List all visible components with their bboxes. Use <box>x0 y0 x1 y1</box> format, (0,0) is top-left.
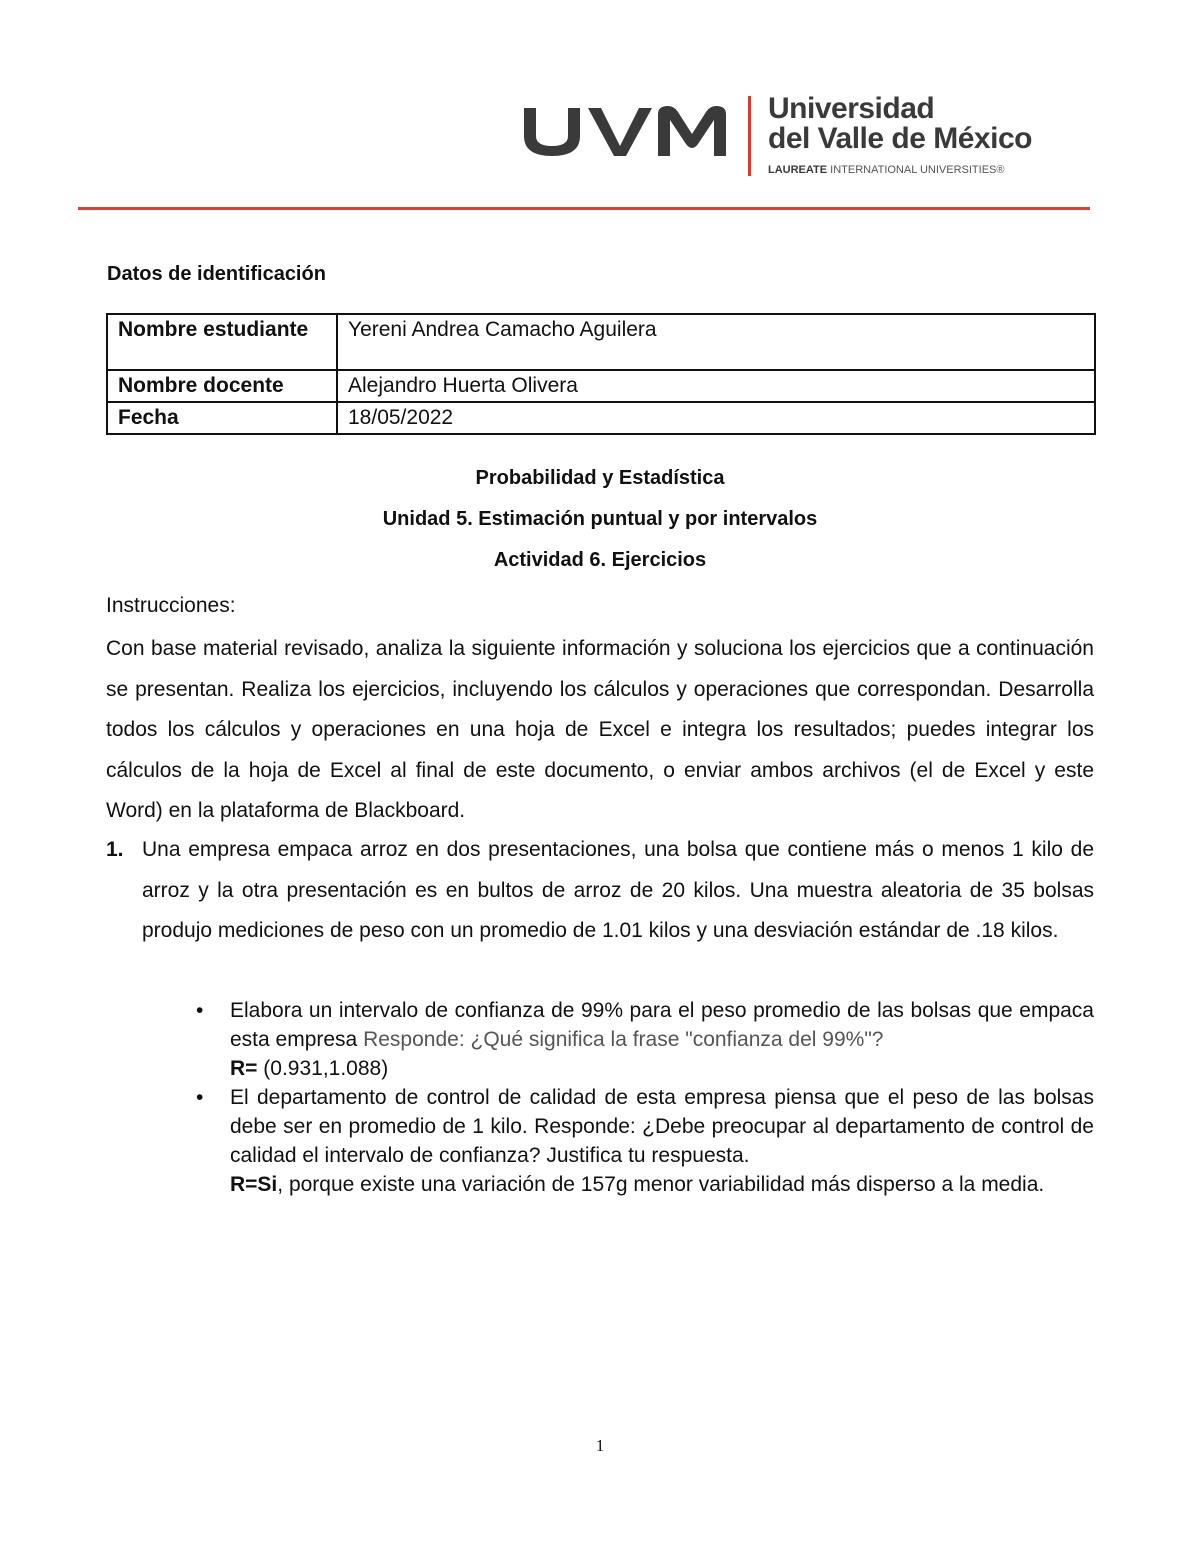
logo-tagline: LAUREATE INTERNATIONAL UNIVERSITIES® <box>768 164 1005 176</box>
question-text: El departamento de control de calidad de esta empresa piensa que el peso de las bolsas debe ser en promedio de 1 kilo. Responde: ¿Debe preocupar al departamento de control de calidad el intervalo de confianza? Justifica tu respuesta. <box>230 1086 1094 1167</box>
identification-heading: Datos de identificación <box>107 263 326 285</box>
instructions-text: Con base material revisado, analiza la siguiente información y soluciona los ejercicios que a continuación se presentan. Realiza los ejercicios, incluyendo los cálculos y operaciones que correspondan. Desarrolla todos los cálculos y operaciones en una hoja de Excel e integra los resultados; puedes integrar los cálculos de la hoja de Excel al final de este documento, o enviar ambos archivos (el de Excel y este Word) en la plataforma de Blackboard. <box>106 637 1094 823</box>
logo-divider <box>748 96 751 176</box>
bullet-icon: • <box>196 999 204 1022</box>
exercise-number: 1. <box>106 838 124 861</box>
table-row <box>107 370 1095 402</box>
table-row <box>107 314 1095 370</box>
answer-text: (0.931,1.088) <box>257 1057 389 1080</box>
logo-university-name: Universidad <box>768 92 935 125</box>
instructions-label: Instrucciones: <box>106 594 236 617</box>
table-row <box>107 402 1095 434</box>
unit-title: Unidad 5. Estimación puntual y por intervalos <box>382 508 818 530</box>
bullet-icon: • <box>196 1086 204 1109</box>
list-item <box>196 996 1094 1083</box>
value-teacher: Alejandro Huerta Olivera <box>337 370 1095 402</box>
logo-university-name-line2: del Valle de México <box>768 122 1032 155</box>
answer-label: R= <box>230 1057 258 1080</box>
identification-table <box>106 313 1096 435</box>
answer-label: R=Si <box>230 1173 278 1196</box>
exercise-1 <box>106 830 1094 952</box>
header-divider <box>78 207 1090 210</box>
label-student: Nombre estudiante <box>107 314 337 370</box>
label-teacher: Nombre docente <box>107 370 337 402</box>
label-date: Fecha <box>107 402 337 434</box>
value-student: Yereni Andrea Camacho Aguilera <box>337 314 1095 370</box>
uvm-logo <box>522 92 1042 182</box>
uvm-logo-mark <box>522 102 728 160</box>
course-title: Probabilidad y Estadística <box>475 467 725 489</box>
question-text: Elabora un intervalo de confianza de 99% para el peso promedio de las bolsas que empaca esta empresa <box>230 999 1094 1051</box>
page-number: 1 <box>595 1436 605 1455</box>
exercise-text: Una empresa empaca arroz en dos presentaciones, una bolsa que contiene más o menos 1 kilo de arroz y la otra presentación es en bultos de arroz de 20 kilos. Una muestra aleatoria de 35 bolsas produjo mediciones de peso con un promedio de 1.01 kilos y una desviación estándar de .18 kilos. <box>142 838 1094 943</box>
value-date: 18/05/2022 <box>337 402 1095 434</box>
question-prompt: Responde: ¿Qué significa la frase "confianza del 99%"? <box>363 1028 884 1051</box>
list-item <box>196 1083 1094 1199</box>
exercise-1-questions <box>196 996 1094 1199</box>
answer-text: , porque existe una variación de 157g menor variabilidad más disperso a la media. <box>277 1173 1045 1196</box>
activity-title: Actividad 6. Ejercicios <box>493 549 707 571</box>
